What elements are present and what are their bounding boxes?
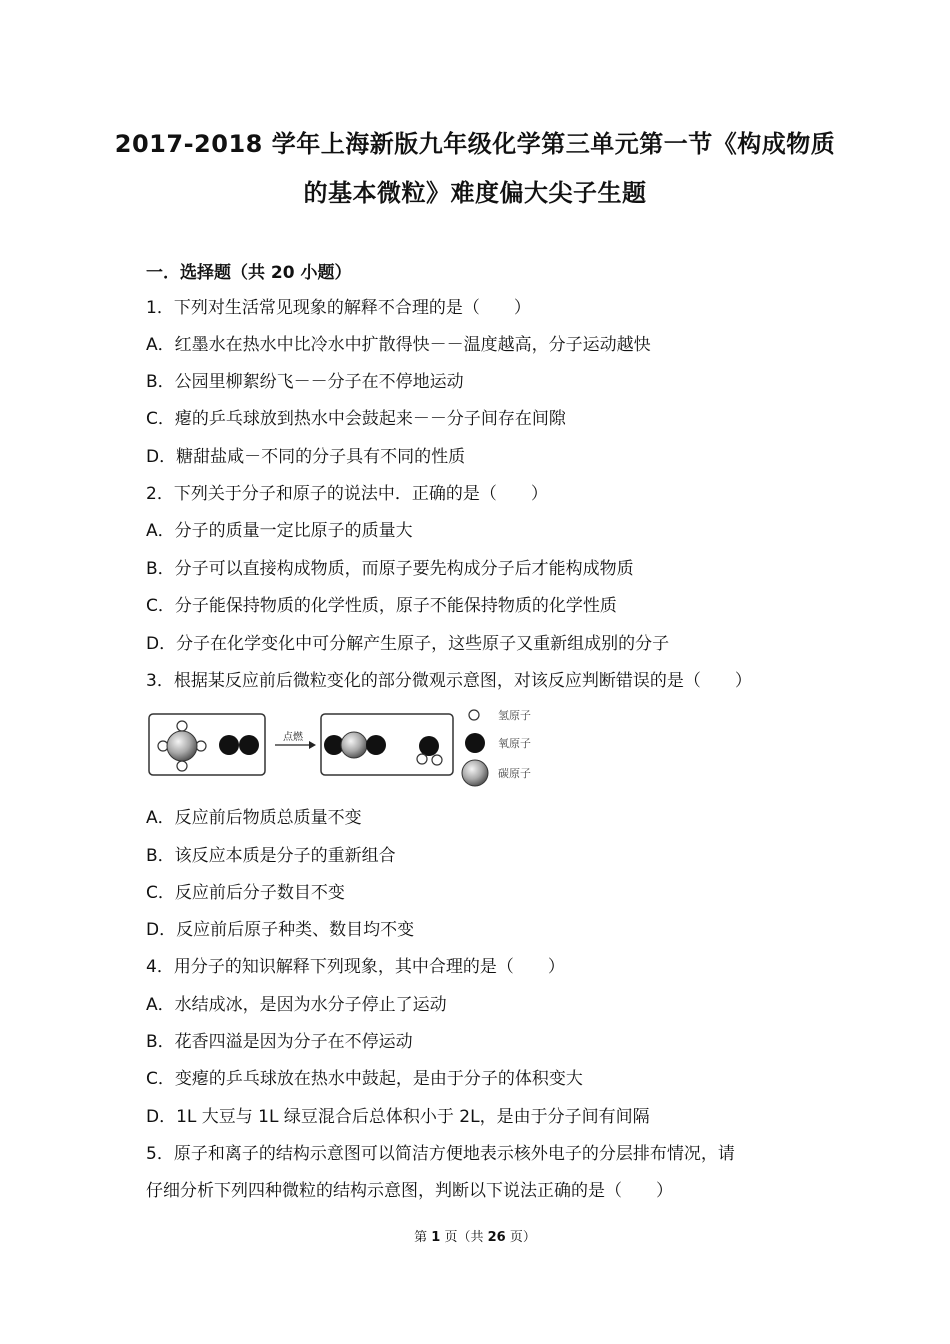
- question-3-option-d: D．反应前后原子种类、数目均不变: [146, 920, 415, 940]
- question-1-option-a: A．红墨水在热水中比冷水中扩散得快－－温度越高，分子运动越快: [146, 335, 651, 355]
- question-1-option-d: D．糖甜盐咸－不同的分子具有不同的性质: [146, 447, 466, 467]
- oxygen-molecule: [219, 735, 259, 755]
- arrow-label: 点燃: [283, 732, 303, 743]
- question-1-option-b: B．公园里柳絮纷飞－－分子在不停地运动: [146, 372, 464, 392]
- question-2-stem: 2．下列关于分子和原子的说法中．正确的是（ ）: [146, 484, 548, 504]
- question-3-option-c: C．反应前后分子数目不变: [146, 883, 345, 903]
- question-4-option-c: C．变瘪的乒乓球放在热水中鼓起，是由于分子的体积变大: [146, 1069, 583, 1089]
- hydrogen-atom: [417, 754, 427, 764]
- document-title-line-1: 2017-2018 学年上海新版九年级化学第三单元第一节《构成物质: [114, 130, 836, 158]
- legend-carbon-symbol: [462, 760, 488, 786]
- arrow-head: [309, 741, 316, 749]
- hydrogen-atom: [432, 755, 442, 765]
- water-molecule: [417, 736, 442, 765]
- question-2-option-a: A．分子的质量一定比原子的质量大: [146, 521, 413, 541]
- question-4-option-d: D．1L 大豆与 1L 绿豆混合后总体积小于 2L，是由于分子间有间隔: [146, 1107, 650, 1127]
- legend-oxygen-label: 氧原子: [498, 737, 531, 750]
- oxygen-atom: [239, 735, 259, 755]
- legend-oxygen-symbol: [465, 733, 485, 753]
- legend: [462, 708, 531, 786]
- question-2-option-b: B．分子可以直接构成物质，而原子要先构成分子后才能构成物质: [146, 559, 634, 579]
- oxygen-atom: [366, 735, 386, 755]
- hydrogen-atom: [177, 721, 187, 731]
- footer-page-number: 1: [431, 1230, 441, 1245]
- question-4-stem: 4．用分子的知识解释下列现象，其中合理的是（ ）: [146, 957, 565, 977]
- question-2-option-d: D．分子在化学变化中可分解产生原子，这些原子又重新组成别的分子: [146, 634, 670, 654]
- carbon-atom: [167, 731, 197, 761]
- footer-suffix: 页）: [505, 1230, 536, 1245]
- question-5-stem-line-2: 仔细分析下列四种微粒的结构示意图，判断以下说法正确的是（ ）: [146, 1181, 673, 1201]
- reaction-diagram: [146, 704, 546, 796]
- carbon-dioxide-molecule: [324, 732, 386, 758]
- footer-prefix: 第: [414, 1230, 432, 1245]
- hydrogen-atom: [177, 761, 187, 771]
- question-2-option-c: C．分子能保持物质的化学性质，原子不能保持物质的化学性质: [146, 596, 617, 616]
- question-1-option-c: C．瘪的乒乓球放到热水中会鼓起来－－分子间存在间隙: [146, 409, 566, 429]
- legend-hydrogen-label: 氢原子: [498, 709, 531, 722]
- question-3-option-a: A．反应前后物质总质量不变: [146, 808, 362, 828]
- oxygen-atom: [219, 735, 239, 755]
- question-1-stem: 1．下列对生活常见现象的解释不合理的是（ ）: [146, 298, 531, 318]
- question-3-option-b: B．该反应本质是分子的重新组合: [146, 846, 396, 866]
- methane-molecule: [158, 721, 206, 771]
- section-heading: 一．选择题（共 20 小题）: [146, 263, 352, 283]
- document-title-line-2: 的基本微粒》难度偏大尖子生题: [303, 179, 647, 207]
- legend-hydrogen-symbol: [469, 710, 479, 720]
- footer-middle: 页（共: [440, 1230, 488, 1245]
- carbon-atom: [341, 732, 367, 758]
- page-footer: [0, 1226, 950, 1245]
- question-4-option-b: B．花香四溢是因为分子在不停运动: [146, 1032, 413, 1052]
- question-3-stem: 3．根据某反应前后微粒变化的部分微观示意图，对该反应判断错误的是（ ）: [146, 671, 752, 691]
- question-5-stem-line-1: 5．原子和离子的结构示意图可以简洁方便地表示核外电子的分层排布情况，请: [146, 1144, 735, 1164]
- legend-carbon-label: 碳原子: [498, 767, 531, 780]
- question-4-option-a: A．水结成冰，是因为水分子停止了运动: [146, 995, 447, 1015]
- footer-total-pages: 26: [487, 1230, 506, 1245]
- oxygen-atom: [419, 736, 439, 756]
